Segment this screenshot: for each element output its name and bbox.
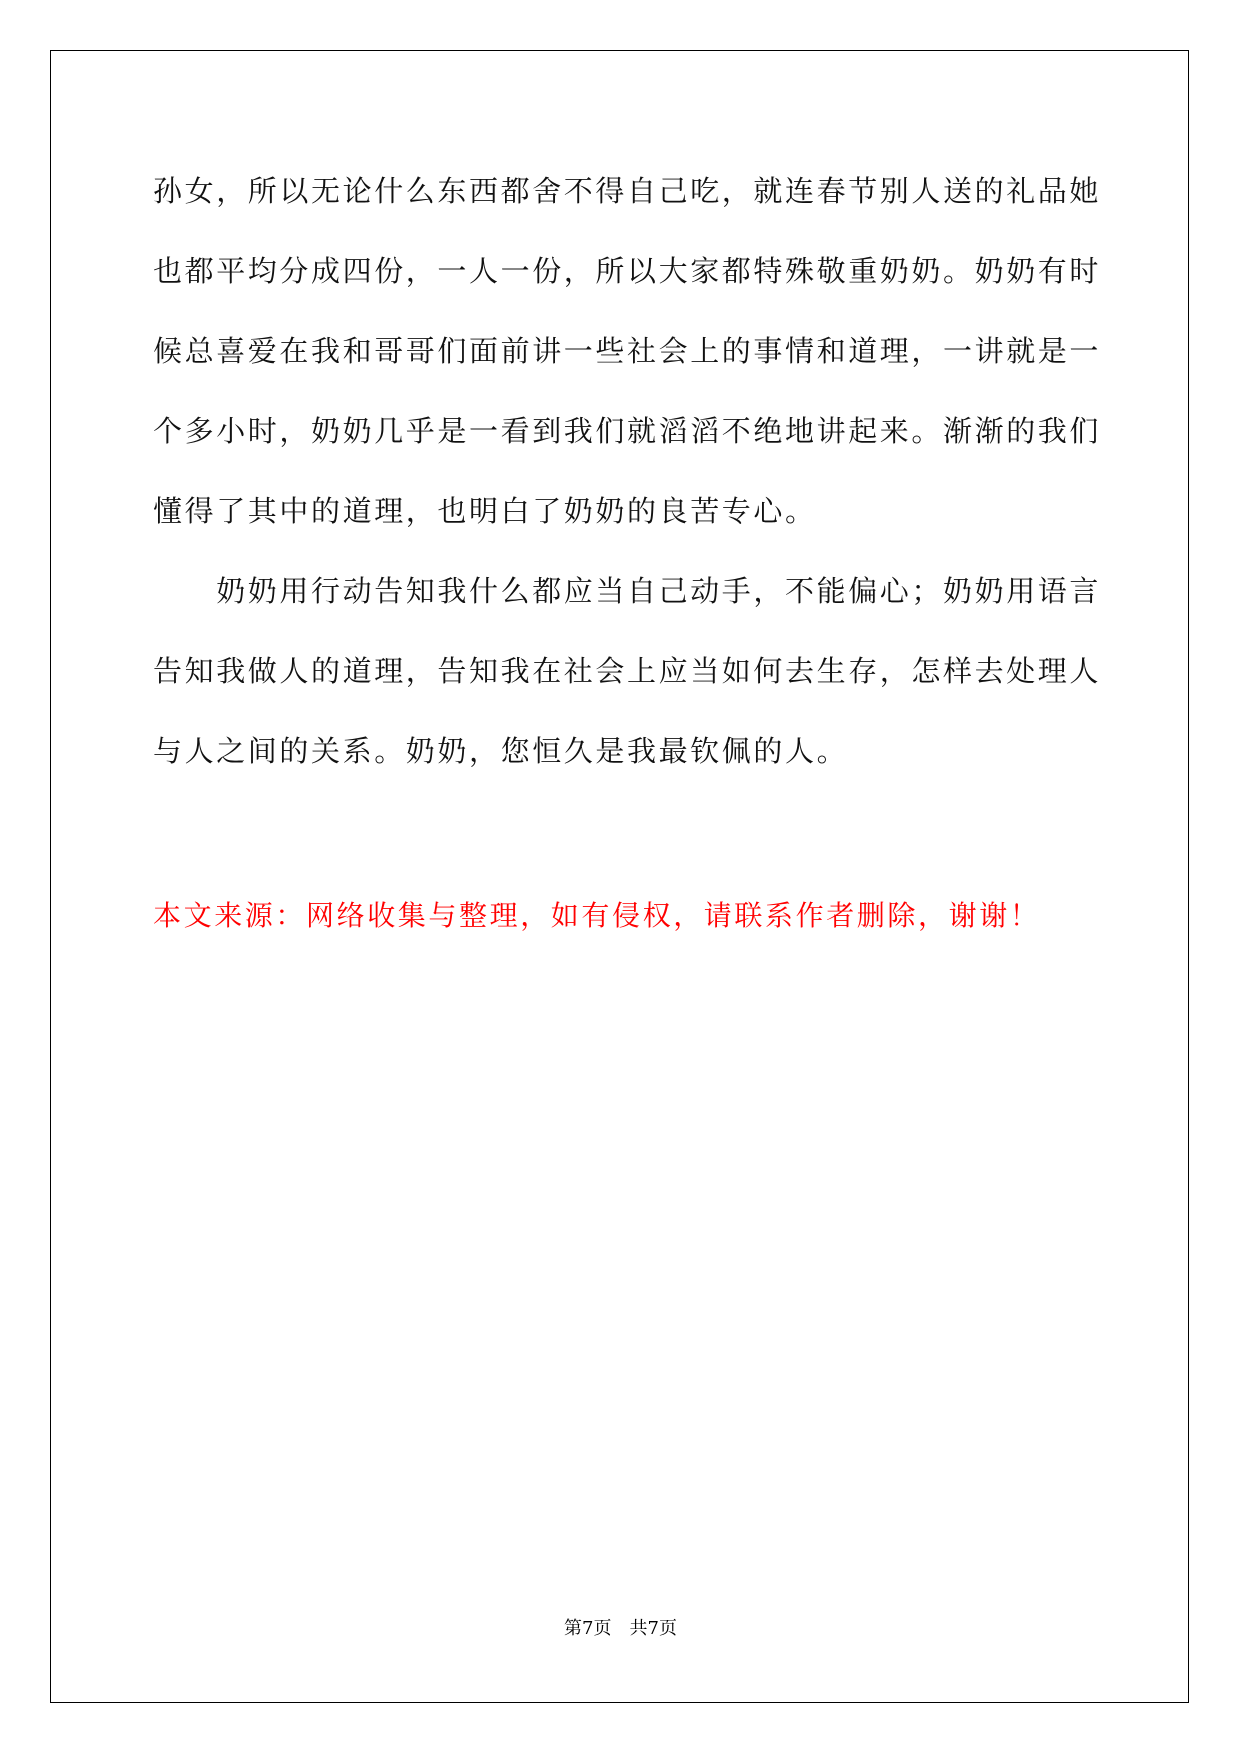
paragraph-line: 也都平均分成四份，一人一份，所以大家都特殊敬重奶奶。奶奶有时 <box>153 254 1102 288</box>
source-note: 本文来源：网络收集与整理，如有侵权，请联系作者删除，谢谢！ <box>153 899 1041 932</box>
page-number-footer: 第7页 共7页 <box>564 1618 677 1639</box>
paragraph-line: 候总喜爱在我和哥哥们面前讲一些社会上的事情和道理，一讲就是一 <box>153 334 1102 368</box>
paragraph-line: 与人之间的关系。奶奶，您恒久是我最钦佩的人。 <box>153 734 849 768</box>
paragraph-line: 懂得了其中的道理，也明白了奶奶的良苦专心。 <box>153 494 817 528</box>
paragraph-line: 告知我做人的道理，告知我在社会上应当如何去生存，怎样去处理人 <box>153 654 1102 688</box>
page-frame <box>50 50 1189 1703</box>
paragraph-line: 孙女，所以无论什么东西都舍不得自己吃，就连春节别人送的礼品她 <box>153 174 1102 208</box>
paragraph-line: 奶奶用行动告知我什么都应当自己动手，不能偏心；奶奶用语言 <box>153 574 1102 608</box>
paragraph-line: 个多小时，奶奶几乎是一看到我们就滔滔不绝地讲起来。渐渐的我们 <box>153 414 1102 448</box>
